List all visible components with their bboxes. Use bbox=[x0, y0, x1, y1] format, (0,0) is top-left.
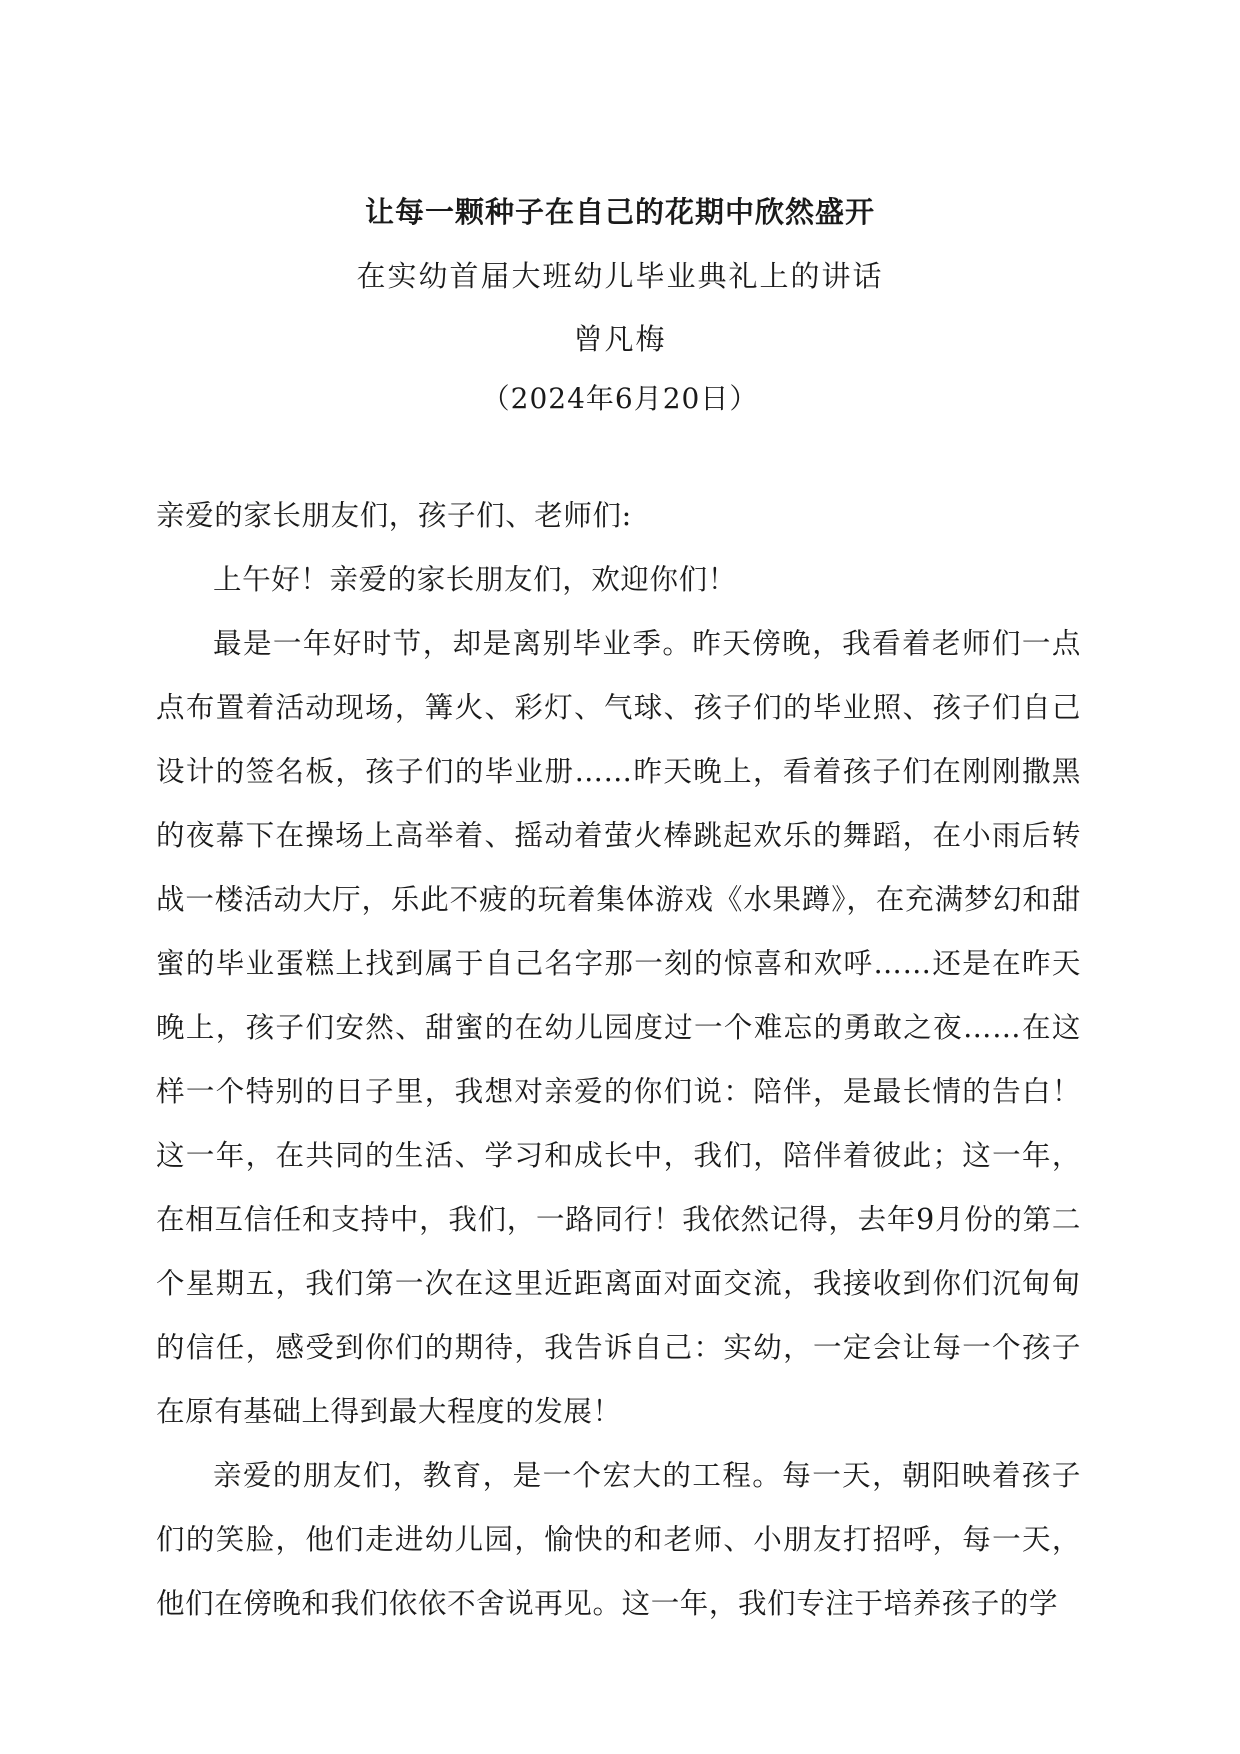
author-name: 曾凡梅 bbox=[573, 322, 667, 356]
document-subtitle: 在实幼首届大班幼儿毕业典礼上的讲话 bbox=[356, 259, 884, 293]
paragraph-greeting: 上午好！亲爱的家长朋友们，欢迎你们！ bbox=[213, 563, 737, 596]
document-title: 让每一颗种子在自己的花期中欣然盛开 bbox=[364, 195, 875, 229]
speech-date: （2024年6月20日） bbox=[481, 382, 759, 415]
paragraph-education: 亲爱的朋友们，教育，是一个宏大的工程。每一天，朝阳映着孩子们的笑脸，他们走进幼儿园，愉快的和老师、小朋友打招呼，每一天，他们在傍晚和我们依依不舍说再见。这一年，我们专注于培养孩子的学 bbox=[156, 1459, 1081, 1620]
salutation: 亲爱的家长朋友们，孩子们、老师们: bbox=[156, 499, 632, 532]
speech-body bbox=[156, 484, 1081, 1636]
paragraph-graduation-memories: 最是一年好时节，却是离别毕业季。昨天傍晚，我看着老师们一点点布置着活动现场，篝火、彩灯、气球、孩子们的毕业照、孩子们自己设计的签名板，孩子们的毕业册……昨天晚上，看着孩子们在刚刚撒黑的夜幕下在操场上高举着、摇动着萤火棒跳起欢乐的舞蹈，在小雨后转战一楼活动大厅，乐此不疲的玩着集体游戏《水果蹲》，在充满梦幻和甜蜜的毕业蛋糕上找到属于自己名字那一刻的惊喜和欢呼……还是在昨天晚上，孩子们安然、甜蜜的在幼儿园度过一个难忘的勇敢之夜……在这样一个特别的日子里，我想对亲爱的你们说：陪伴，是最长情的告白！这一年，在共同的生活、学习和成长中，我们，陪伴着彼此；这一年，在相互信任和支持中，我们，一路同行！我依然记得，去年9月份的第二个星期五，我们第一次在这里近距离面对面交流，我接收到你们沉甸甸的信任，感受到你们的期待，我告诉自己：实幼，一定会让每一个孩子在原有基础上得到最大程度的发展！ bbox=[156, 627, 1081, 1428]
